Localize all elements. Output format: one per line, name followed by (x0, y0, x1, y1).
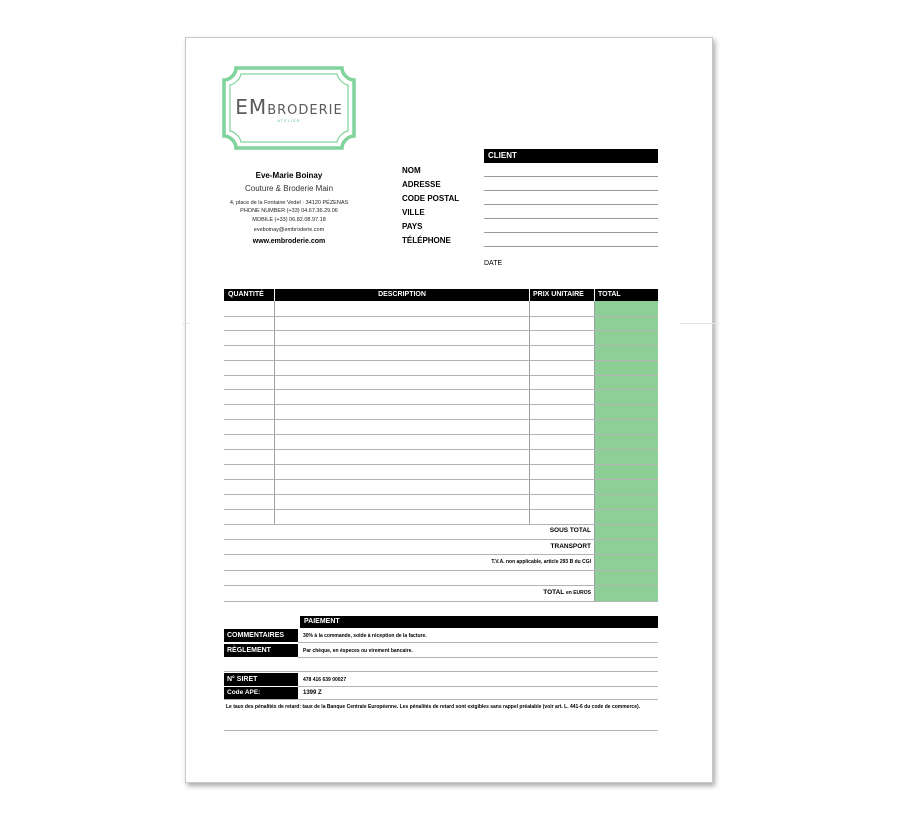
contact-mobile: MOBILE (+33) 06.82.08.97.18 (252, 217, 326, 223)
table-row (224, 389, 658, 390)
date-label: DATE (484, 260, 503, 267)
column-divider (594, 301, 595, 601)
siret-value: 478 416 639 00027 (303, 677, 347, 683)
client-line (484, 246, 658, 247)
reglement-label: RÈGLEMENT (224, 644, 298, 657)
client-line (484, 204, 658, 205)
table-row (224, 479, 658, 480)
payment-divider (298, 642, 658, 643)
client-line (484, 176, 658, 177)
table-row (224, 330, 658, 331)
company-divider (298, 686, 658, 687)
total-column-fill (595, 301, 658, 601)
field-label-ville: VILLE (402, 208, 425, 217)
table-row (224, 494, 658, 495)
summary-row (224, 539, 658, 540)
table-row (224, 345, 658, 346)
contact-subtitle: Couture & Broderie Main (244, 184, 334, 193)
tva-label: T.V.A. non applicable, article 293 B du CGI (491, 559, 591, 565)
client-line (484, 232, 658, 233)
contact-name: Eve-Marie Boinay (255, 171, 323, 180)
total-euros-label (543, 589, 591, 596)
field-label-nom: NOM (402, 166, 421, 175)
header-unit-price: PRIX UNITAIRE (530, 289, 594, 301)
sous-total-label: SOUS TOTAL (549, 527, 591, 534)
siret-label: N° SIRET (224, 673, 298, 686)
header-quantity: QUANTITÉ (224, 289, 274, 301)
total-label: TOTAL (543, 589, 565, 596)
table-row (224, 404, 658, 405)
table-row (224, 524, 658, 525)
reglement-value: Par chèque, en éspeces ou virement bancaire. (303, 648, 413, 654)
table-row (224, 419, 658, 420)
logo-wordmark (222, 95, 356, 119)
client-header: CLIENT (484, 149, 658, 163)
legal-notice: Le taux des pénalités de retard: taux de la Banque Centrale Européenne. Les pénalités de retard sont exigibles sans rappel préalable (voir art. L. 441-6 du code de commerce). (226, 704, 641, 710)
payment-divider (298, 657, 658, 658)
header-total: TOTAL (595, 289, 658, 301)
column-divider (274, 301, 275, 524)
table-row (224, 509, 658, 510)
embroderie-logo (222, 66, 356, 150)
invoice-sheet (185, 37, 713, 783)
logo-em: EM (235, 95, 268, 119)
summary-row (224, 554, 658, 555)
fold-mark-left (182, 323, 190, 324)
table-row (224, 360, 658, 361)
fold-mark-right (680, 323, 716, 324)
field-label-adresse: ADRESSE (402, 180, 441, 189)
transport-label: TRANSPORT (550, 543, 591, 550)
contact-phone: PHONE NUMBER (+33) 04.67.36.29.06 (240, 208, 338, 214)
legal-divider (224, 730, 658, 731)
payment-header: PAIEMENT (300, 616, 658, 628)
summary-row (224, 601, 658, 602)
header-description: DESCRIPTION (275, 289, 529, 301)
field-label-code-postal: CODE POSTAL (402, 194, 460, 203)
table-row (224, 375, 658, 376)
commentaires-label: COMMENTAIRES (224, 629, 298, 642)
client-line (484, 190, 658, 191)
client-line (484, 218, 658, 219)
payment-divider (224, 671, 658, 672)
table-row (224, 316, 658, 317)
contact-website: www.embroderie.com (252, 238, 326, 245)
field-label-telephone: TÉLÉPHONE (402, 236, 451, 245)
summary-row (224, 570, 658, 571)
commentaires-value: 30% à la commande, solde à réception de la facture. (303, 633, 427, 639)
company-divider (224, 699, 658, 700)
table-row (224, 434, 658, 435)
table-row (224, 464, 658, 465)
field-label-pays: PAYS (402, 222, 423, 231)
table-row (224, 449, 658, 450)
contact-email: eveboinay@embroderie.com (253, 227, 325, 233)
ape-label: Code APE: (224, 687, 298, 699)
total-suffix: en EUROS (565, 590, 591, 596)
contact-address: 4, place de la Fontaine Vedel · 34120 PÉZENAS (229, 200, 349, 206)
logo-broderie: BRODERIE (267, 103, 343, 118)
ape-value: 1399 Z (303, 690, 322, 696)
column-divider (529, 301, 530, 524)
logo-subtitle: ATELIER (277, 118, 301, 123)
summary-row (224, 585, 658, 586)
